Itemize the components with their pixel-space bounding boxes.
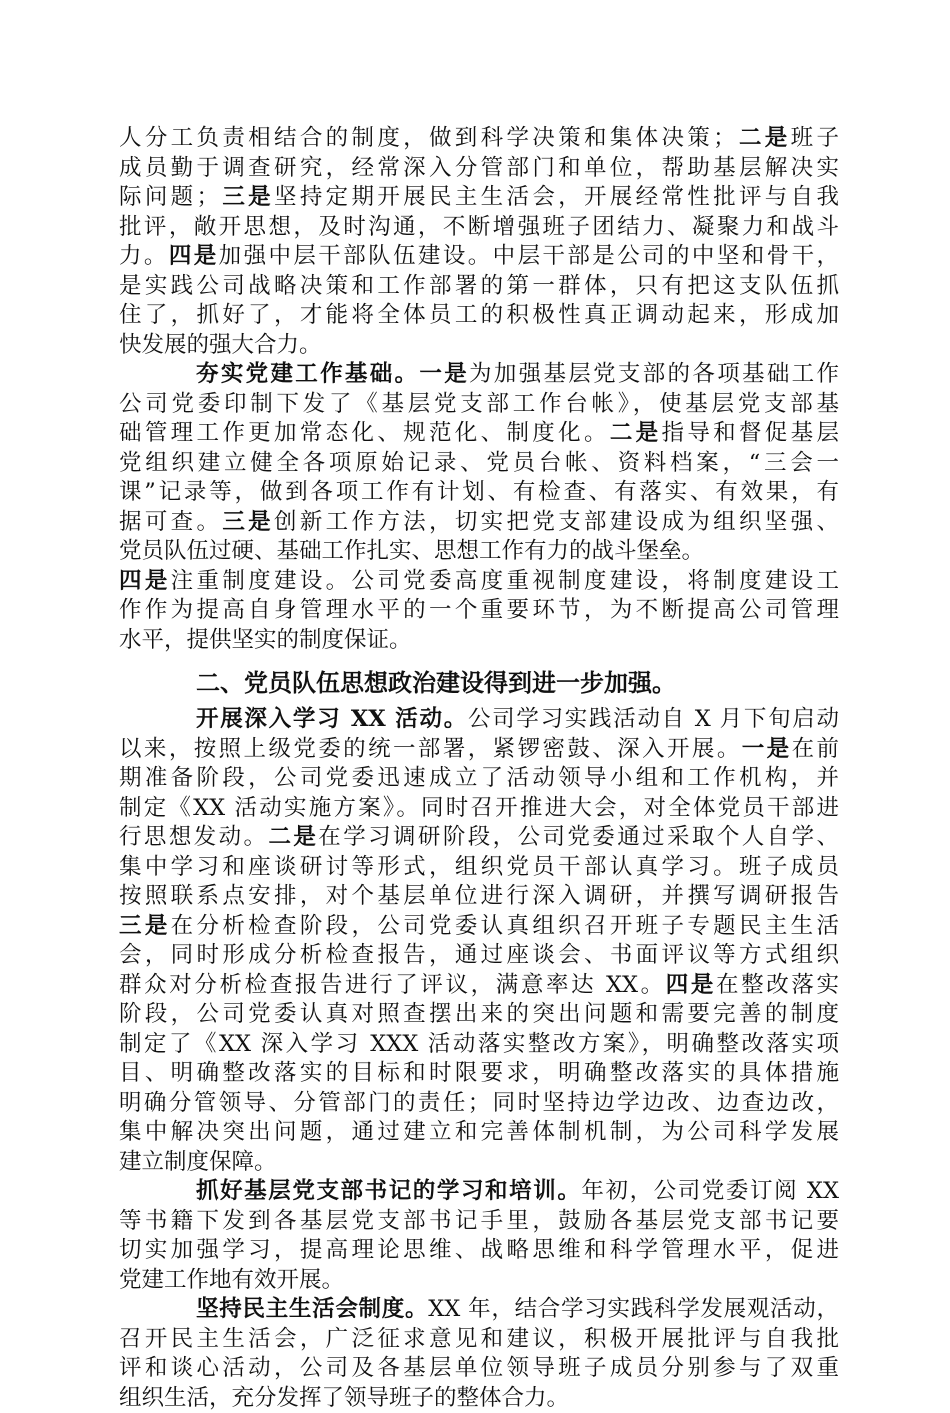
- text-run: 组织生活，充分发挥了领导班子的整体合力。: [119, 1385, 569, 1411]
- text-line: 公司党委印制下发了《基层党支部工作台帐》，使基层党支部基: [119, 390, 839, 420]
- text-line: 党员队伍过硬、基础工作扎实、思想工作有力的战斗堡垒。: [119, 537, 839, 567]
- text-line: 明确分管领导、分管部门的责任；同时坚持边学边改、边查边改，: [119, 1089, 839, 1119]
- text-line: 制定《XX 活动实施方案》。同时召开推进大会，对全体党员干部进: [119, 794, 839, 824]
- text-line: 课”记录等，做到各项工作有计划、有检查、有落实、有效果，有: [119, 478, 839, 508]
- text-line: 住了，抓好了，才能将全体员工的积极性真正调动起来，形成加: [119, 301, 839, 331]
- text-run: 切实加强学习，提高理论思维、战略思维和科学管理水平，促进: [119, 1237, 839, 1263]
- text-line: 群众对分析检查报告进行了评议，满意率达 XX。四是在整改落实: [119, 971, 839, 1001]
- paragraph-first-line: [196, 1177, 839, 1207]
- text-line: 集中解决突出问题，通过建立和完善体制机制，为公司科学发展: [119, 1118, 839, 1148]
- text-line: [119, 1236, 839, 1266]
- text-line: 集中学习和座谈研讨等形式，组织党员干部认真学习。班子成员: [119, 853, 839, 883]
- text-run: 评和谈心活动，公司及各基层单位领导班子成员分别参与了双重: [119, 1355, 839, 1381]
- text-run: 党建工作地有效开展。: [119, 1267, 344, 1293]
- text-line: [119, 1384, 839, 1413]
- text-line: 会，同时形成分析检查报告，通过座谈会、书面评议等方式组织: [119, 941, 839, 971]
- text-line: 四是注重制度建设。公司党委高度重视制度建设，将制度建设工: [119, 567, 839, 597]
- text-run: 坚持民主生活会制度。: [196, 1296, 428, 1322]
- text-run: XX 年，结合学习实践科学发展观活动，: [428, 1296, 839, 1322]
- text-line: 阶段，公司党委认真对照查摆出来的突出问题和需要完善的制度: [119, 1000, 839, 1030]
- text-line: 党组织建立健全各项原始记录、党员台帐、资料档案，“三会一: [119, 449, 839, 479]
- paragraph-first-line: [196, 1295, 839, 1325]
- text-line: 是实践公司战略决策和工作部署的第一群体，只有把这支队伍抓: [119, 272, 839, 302]
- text-line: 目、明确整改落实的目标和时限要求，明确整改落实的具体措施: [119, 1059, 839, 1089]
- text-line: 三是在分析检查阶段，公司党委认真组织召开班子专题民主生活: [119, 912, 839, 942]
- text-line: 作作为提高自身管理水平的一个重要环节，为不断提高公司管理: [119, 596, 839, 626]
- text-line: 据可查。三是创新工作方法，切实把党支部建设成为组织坚强、: [119, 508, 839, 538]
- text-line: 按照联系点安排，对个基层单位进行深入调研，并撰写调研报告: [119, 882, 839, 912]
- text-line: 快发展的强大合力。: [119, 331, 839, 361]
- paragraph-first-line: 夯实党建工作基础。一是为加强基层党支部的各项基础工作: [196, 360, 839, 390]
- text-line: 批评，敞开思想，及时沟通，不断增强班子团结力、凝聚力和战斗: [119, 213, 839, 243]
- text-line: [119, 1266, 839, 1296]
- text-run: 年初，公司党委订阅 XX: [581, 1178, 839, 1204]
- text-line: 制定了《XX 深入学习 XXX 活动落实整改方案》，明确整改落实项: [119, 1030, 839, 1060]
- text-line: 以来，按照上级党委的统一部署，紧锣密鼓、深入开展。一是在前: [119, 735, 839, 765]
- text-line: 期准备阶段，公司党委迅速成立了活动领导小组和工作机构，并: [119, 764, 839, 794]
- text-line: 成员勤于调查研究，经常深入分管部门和单位，帮助基层解决实: [119, 154, 839, 184]
- text-line: [119, 1325, 839, 1355]
- text-run: 抓好基层党支部书记的学习和培训。: [196, 1178, 581, 1204]
- text-run: 等书籍下发到各基层党支部书记手里，鼓励各基层党支部书记要: [119, 1208, 839, 1234]
- text-line: [119, 1207, 839, 1237]
- paragraph-first-line: 开展深入学习 XX 活动。公司学习实践活动自 X 月下旬启动: [196, 705, 839, 735]
- text-line: 人分工负责相结合的制度，做到科学决策和集体决策；二是班子: [119, 124, 839, 154]
- text-line: 际问题；三是坚持定期开展民主生活会，开展经常性批评与自我: [119, 183, 839, 213]
- text-line: 建立制度保障。: [119, 1148, 839, 1178]
- text-run: 召开民主生活会，广泛征求意见和建议，积极开展批评与自我批: [119, 1326, 839, 1352]
- text-line: 水平，提供坚实的制度保证。: [119, 626, 839, 656]
- text-line: 础管理工作更加常态化、规范化、制度化。二是指导和督促基层: [119, 419, 839, 449]
- text-line: 行思想发动。二是在学习调研阶段，公司党委通过采取个人自学、: [119, 823, 839, 853]
- text-line: [119, 1354, 839, 1384]
- text-line: 力。四是加强中层干部队伍建设。中层干部是公司的中坚和骨干，: [119, 242, 839, 272]
- section-heading: 二、党员队伍思想政治建设得到进一步加强。: [196, 665, 796, 701]
